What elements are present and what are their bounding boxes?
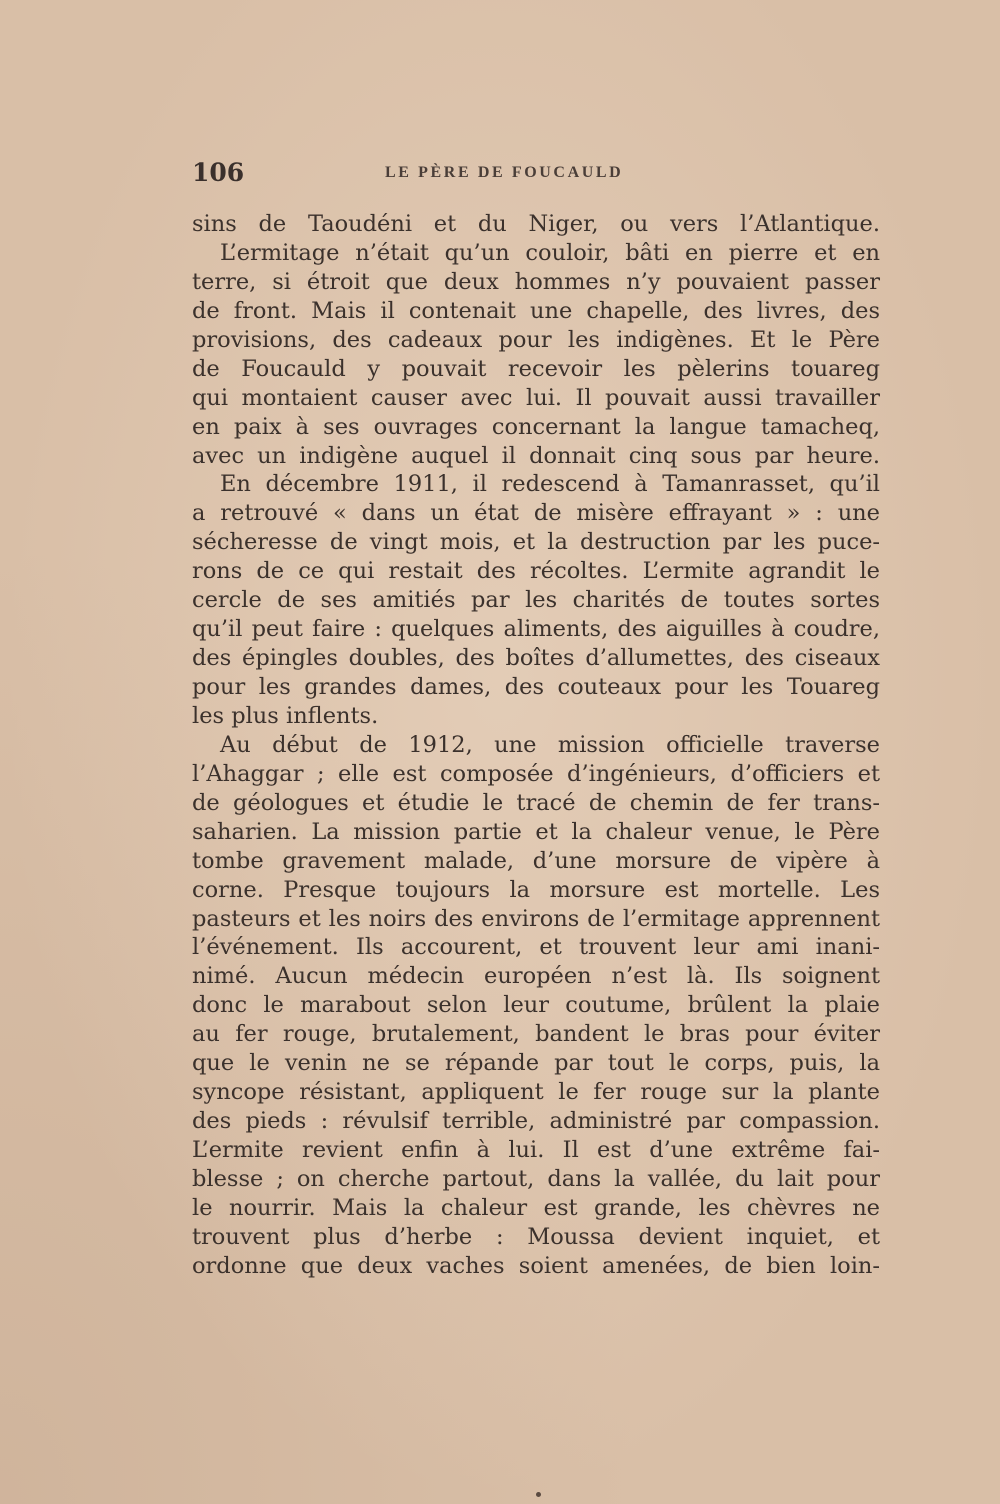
text-line: l’Ahaggar ; elle est composée d’ingénieurs, d’officiers et	[192, 760, 880, 787]
text-line: a retrouvé « dans un état de misère effrayant » : une	[192, 500, 880, 527]
text-line: corne. Presque toujours la morsure est mortelle. Les	[192, 876, 880, 903]
text-line: l’événement. Ils accourent, et trouvent leur ami inani-	[192, 934, 880, 961]
text-line: pour les grandes dames, des couteaux pour les Touareg	[192, 674, 880, 700]
running-head-title: LE PÈRE DE FOUCAULD	[385, 164, 624, 181]
text-line: sins de Taoudéni et du Niger, ou vers l’Atlantique.	[192, 211, 880, 237]
text-line: de front. Mais il contenait une chapelle, des livres, des	[192, 297, 880, 324]
text-line: sécheresse de vingt mois, et la destruction par les puce-	[192, 529, 880, 556]
text-line: que le venin ne se répande par tout le corps, puis, la	[192, 1050, 880, 1077]
text-line: au fer rouge, brutalement, bandent le bras pour éviter	[192, 1021, 880, 1048]
running-head	[192, 158, 878, 190]
text-line: cercle de ses amitiés par les charités de toutes sortes	[192, 587, 880, 614]
text-line: syncope résistant, appliquent le fer rouge sur la plante	[192, 1079, 880, 1106]
text-line: de géologues et étudie le tracé de chemin de fer trans-	[192, 789, 880, 816]
text-line: pasteurs et les noirs des environs de l’ermitage apprennent	[192, 905, 880, 932]
text-line: rons de ce qui restait des récoltes. L’ermite agrandit le	[192, 558, 880, 585]
text-line: en paix à ses ouvrages concernant la langue tamacheq,	[192, 413, 880, 440]
text-line: terre, si étroit que deux hommes n’y pouvaient passer	[192, 268, 880, 295]
text-line: nimé. Aucun médecin européen n’est là. Ils soignent	[192, 963, 880, 990]
text-line: En décembre 1911, il redescend à Tamanrasset, qu’il	[220, 471, 880, 498]
page-number: 106	[192, 158, 245, 187]
text-line: qu’il peut faire : quelques aliments, des aiguilles à coudre,	[192, 616, 880, 643]
text-line: saharien. La mission partie et la chaleur venue, le Père	[192, 818, 880, 845]
text-line: ordonne que deux vaches soient amenées, de bien loin-	[192, 1252, 880, 1279]
text-line: tombe gravement malade, d’une morsure de vipère à	[192, 847, 880, 874]
text-line: provisions, des cadeaux pour les indigènes. Et le Père	[192, 326, 880, 353]
text-line: des pieds : révulsif terrible, administré par compassion.	[192, 1108, 880, 1135]
text-line: de Foucauld y pouvait recevoir les pèlerins touareg	[192, 355, 880, 382]
text-line: L’ermite revient enfin à lui. Il est d’une extrême fai-	[192, 1137, 880, 1163]
text-line: Au début de 1912, une mission officielle traverse	[220, 731, 880, 758]
ink-speck	[536, 1492, 541, 1497]
text-line: blesse ; on cherche partout, dans la vallée, du lait pour	[192, 1165, 880, 1192]
text-line: trouvent plus d’herbe : Moussa devient inquiet, et	[192, 1223, 880, 1250]
text-line: qui montaient causer avec lui. Il pouvait aussi travailler	[192, 384, 880, 411]
text-line: L’ermitage n’était qu’un couloir, bâti en pierre et en	[220, 239, 880, 266]
text-line: des épingles doubles, des boîtes d’allumettes, des ciseaux	[192, 645, 880, 672]
text-line: les plus inflents.	[192, 702, 379, 729]
text-line: avec un indigène auquel il donnait cinq sous par heure.	[192, 442, 880, 469]
text-line: donc le marabout selon leur coutume, brûlent la plaie	[192, 992, 880, 1019]
body-text	[192, 210, 880, 1281]
text-line: le nourrir. Mais la chaleur est grande, les chèvres ne	[192, 1194, 880, 1221]
